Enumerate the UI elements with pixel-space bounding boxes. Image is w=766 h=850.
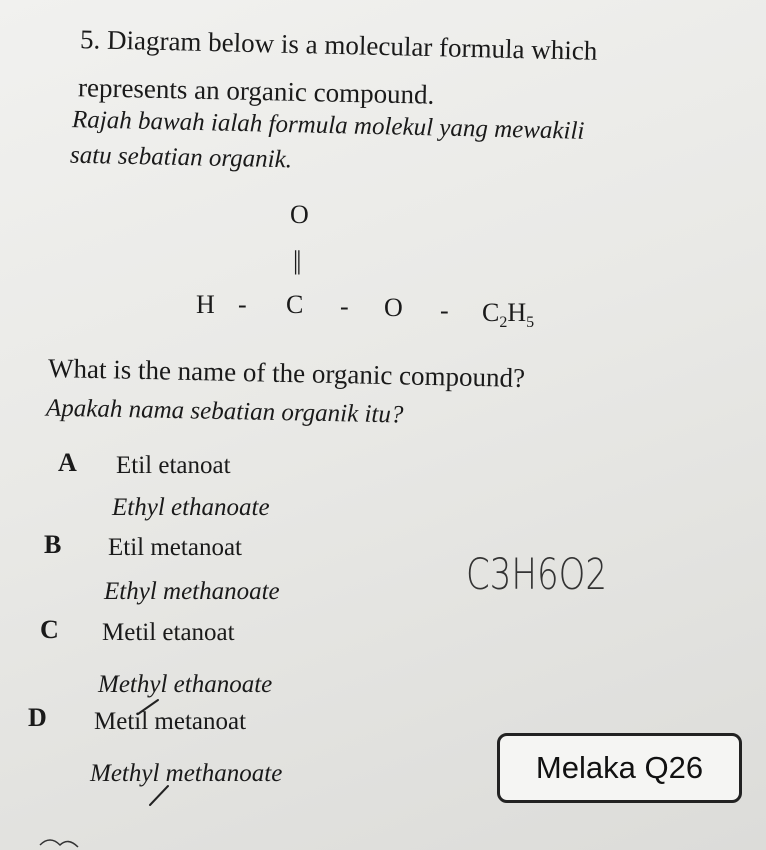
option-malay: Metil etanoat: [102, 619, 235, 646]
option-malay: Etil etanoat: [116, 452, 231, 479]
question-text-my-2: satu sebatian organik.: [69, 141, 293, 174]
prompt-en: What is the name of the organic compound?: [47, 353, 526, 393]
option-malay: Metil metanoat: [94, 708, 247, 735]
question-text-en-2: represents an organic compound.: [77, 72, 435, 110]
source-tag: [497, 733, 742, 803]
question-number: 5.: [79, 24, 101, 55]
ethyl-group: $C_2H_5$: [482, 298, 535, 332]
option-letter: A: [58, 448, 77, 477]
option-letter: C: [40, 615, 59, 644]
option-letter: D: [28, 703, 47, 732]
option-english: Ethyl methanoate: [104, 578, 280, 605]
option-malay: Etil metanoat: [108, 534, 242, 561]
ester-oxygen: O: [384, 293, 403, 322]
option-letter: B: [44, 530, 62, 559]
double-bond: ||: [293, 246, 300, 275]
question-text-en-1: Diagram below is a molecular formula which: [106, 24, 598, 66]
bond-dash-3: -: [440, 296, 449, 325]
source-tag-label: Melaka Q26: [535, 750, 704, 785]
carbonyl-oxygen: O: [290, 200, 309, 229]
option-english: Ethyl ethanoate: [112, 494, 270, 521]
hydrogen-atom: H: [196, 290, 215, 319]
question-text-my-1: Rajah bawah ialah formula molekul yang mewakili: [71, 106, 585, 145]
option-english: Methyl ethanoate: [98, 671, 273, 698]
carbon-atom: C: [286, 290, 304, 319]
prompt-my: Apakah nama sebatian organik itu?: [45, 394, 404, 429]
bond-dash-2: -: [340, 292, 349, 321]
option-english: Methyl methanoate: [90, 760, 283, 787]
bond-dash-1: -: [238, 290, 247, 319]
handwritten-formula: C3H6O2: [466, 550, 607, 600]
